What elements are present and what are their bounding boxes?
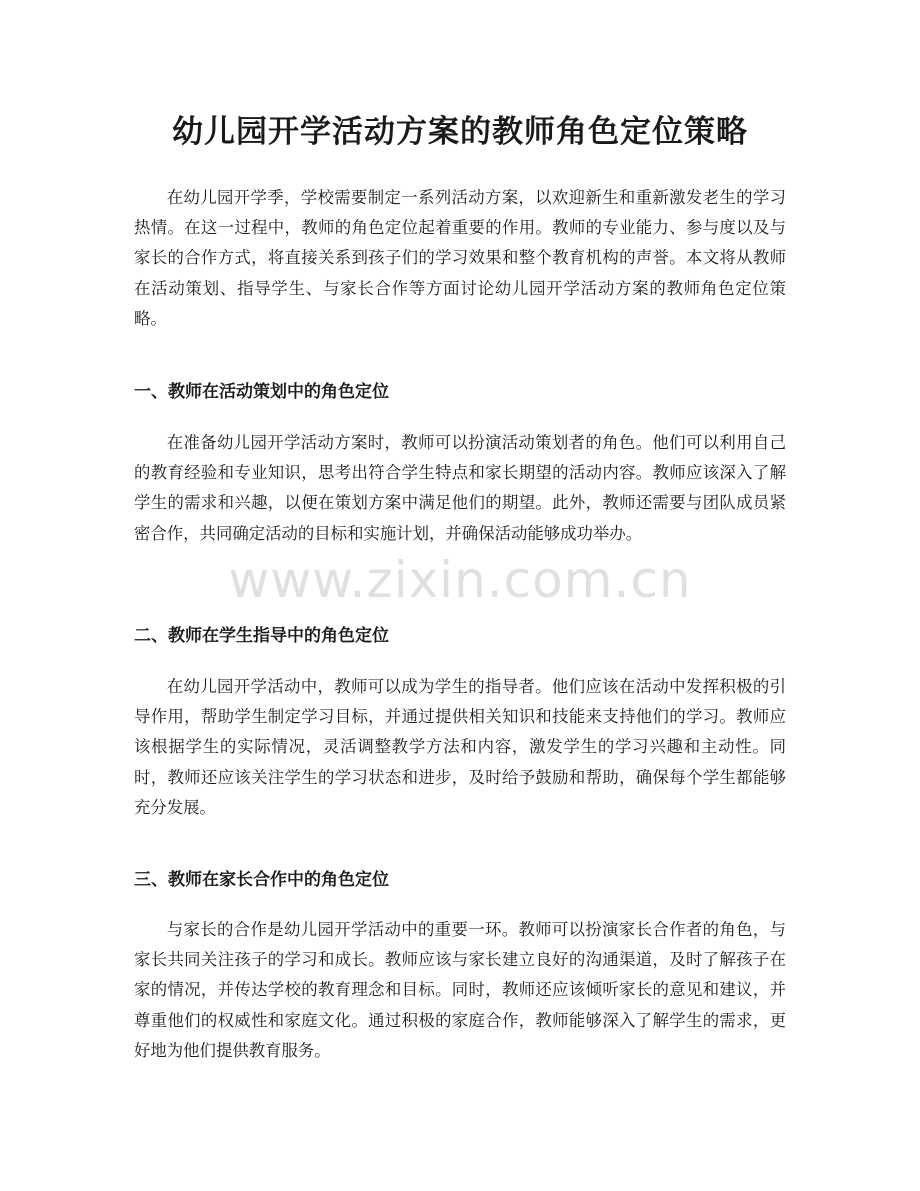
document-title: 幼儿园开学活动方案的教师角色定位策略 xyxy=(172,114,748,150)
section-3-heading: 三、教师在家长合作中的角色定位 xyxy=(134,870,389,890)
section-1-body: 在准备幼儿园开学活动方案时，教师可以扮演活动策划者的角色。他们可以利用自己的教育经验和专业知识，思考出符合学生特点和家长期望的活动内容。教师应该深入了解学生的需求和兴趣，以便在策划方案中满足他们的期望。此外，教师还需要与团队成员紧密合作，共同确定活动的目标和实施计划，并确保活动能够成功举办。 xyxy=(134,433,786,543)
section-3-body: 与家长的合作是幼儿园开学活动中的重要一环。教师可以扮演家长合作者的角色，与家长共同关注孩子的学习和成长。教师应该与家长建立良好的沟通渠道，及时了解孩子在家的情况，并传达学校的教育理念和目标。同时，教师还应该倾听家长的意见和建议，并尊重他们的权威性和家庭文化。通过积极的家庭合作，教师能够深入了解学生的需求，更好地为他们提供教育服务。 xyxy=(134,920,786,1060)
section-1-heading: 一、教师在活动策划中的角色定位 xyxy=(134,382,389,402)
section-2-body: 在幼儿园开学活动中，教师可以成为学生的指导者。他们应该在活动中发挥积极的引导作用，帮助学生制定学习目标，并通过提供相关知识和技能来支持他们的学习。教师应该根据学生的实际情况，灵活调整教学方法和内容，激发学生的学习兴趣和主动性。同时，教师还应该关注学生的学习状态和进步，及时给予鼓励和帮助，确保每个学生都能够充分发展。 xyxy=(134,677,786,817)
intro-paragraph: 在幼儿园开学季，学校需要制定一系列活动方案，以欢迎新生和重新激发老生的学习热情。在这一过程中，教师的角色定位起着重要的作用。教师的专业能力、参与度以及与家长的合作方式，将直接关系到孩子们的学习效果和整个教育机构的声誉。本文将从教师在活动策划、指导学生、与家长合作等方面讨论幼儿园开学活动方案的教师角色定位策略。 xyxy=(134,188,786,328)
watermark: www.zixin.com.cn xyxy=(228,551,692,609)
section-2-heading: 二、教师在学生指导中的角色定位 xyxy=(134,626,389,646)
